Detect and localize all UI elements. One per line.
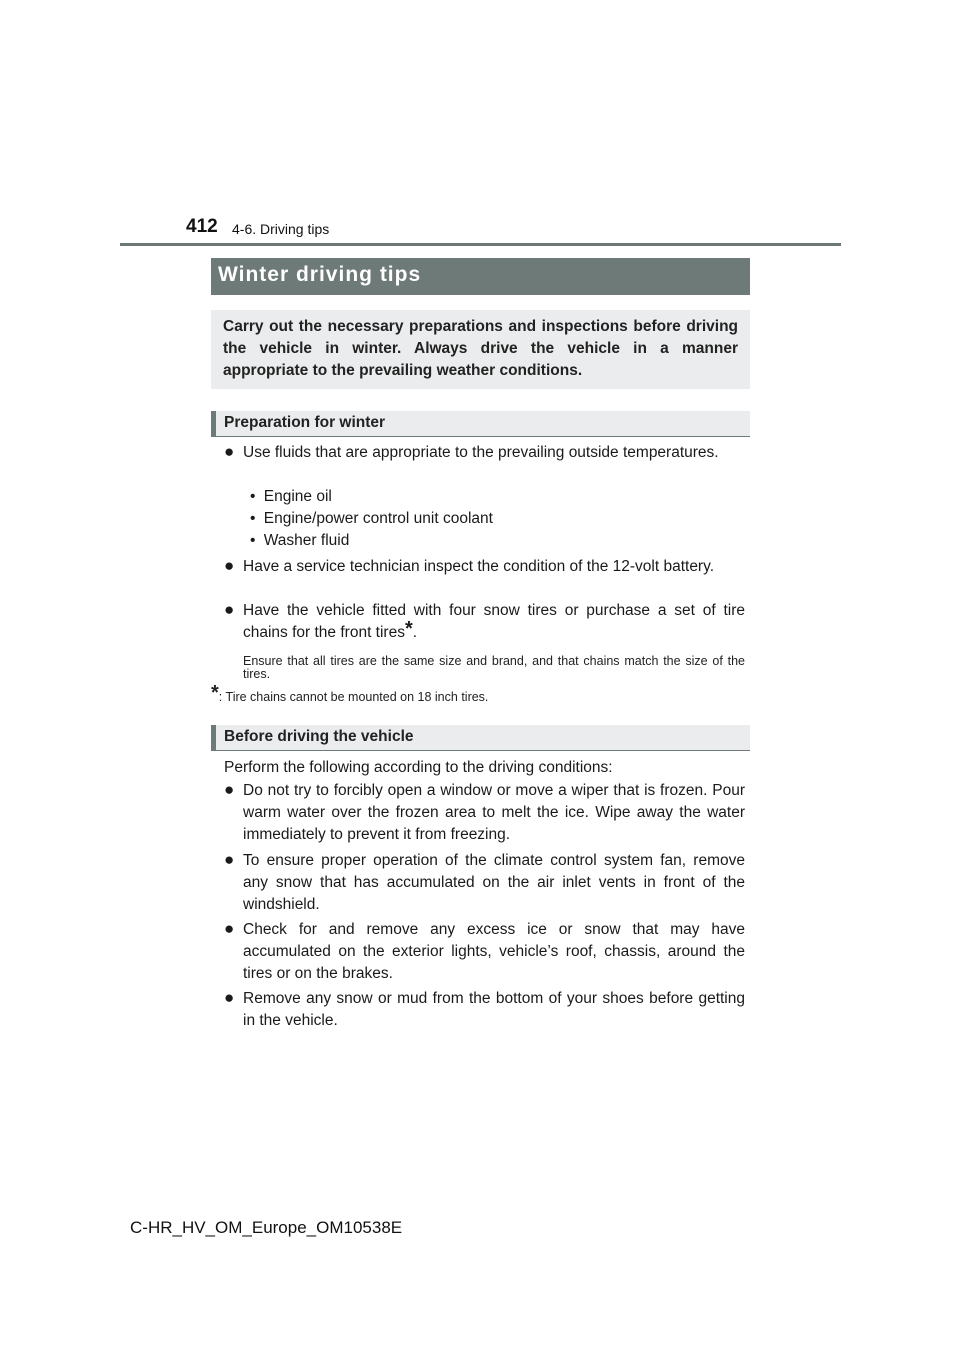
bullet-icon: ● xyxy=(224,850,235,869)
intro-box: Carry out the necessary preparations and inspections before driving the vehicle in winter. Always drive the vehicle in a manner appropriate to the prevailing weather conditions. xyxy=(211,310,750,389)
header-rule xyxy=(120,243,841,246)
list-item: Have a service technician inspect the condition of the 12-volt battery. xyxy=(243,558,715,575)
bullet-icon: ● xyxy=(224,780,235,799)
lead-text: Perform the following according to the driving conditions: xyxy=(224,759,613,776)
footnote-mark: * xyxy=(404,618,413,640)
list-item: Check for and remove any excess ice or snow that may have accumulated on the exterior lights, vehicle’s roof, chassis, around the tires or on the brakes. xyxy=(243,921,745,982)
list-item-text: Have the vehicle fitted with four snow tires or purchase a set of tire chains for the front tires xyxy=(243,602,745,641)
section-heading-preparation: Preparation for winter xyxy=(211,411,750,437)
bullet-icon: ● xyxy=(224,988,235,1007)
bullet-icon: ● xyxy=(224,600,235,619)
sub-list-item xyxy=(250,530,349,552)
section-heading-before-driving: Before driving the vehicle xyxy=(211,725,750,751)
document-code: C-HR_HV_OM_Europe_OM10538E xyxy=(130,1218,403,1237)
sub-bullet: • xyxy=(250,532,256,549)
page-number: 412 xyxy=(186,216,218,237)
running-header: 4-6. Driving tips xyxy=(232,221,330,237)
list-item: Remove any snow or mud from the bottom of your shoes before getting in the vehicle. xyxy=(243,990,745,1029)
bullet-icon: ● xyxy=(224,919,235,938)
list-item: Use fluids that are appropriate to the prevailing outside temperatures. xyxy=(243,444,719,461)
footnote-text: : Tire chains cannot be mounted on 18 inch tires. xyxy=(218,690,489,704)
sub-bullet: • xyxy=(250,488,256,505)
footnote xyxy=(211,682,489,704)
page-title: Winter driving tips xyxy=(211,258,750,295)
list-item: To ensure proper operation of the climate control system fan, remove any snow that has accumulated on the air inlet vents in front of the windshield. xyxy=(243,852,745,913)
sub-bullet: • xyxy=(250,510,256,527)
list-item: Do not try to forcibly open a window or move a wiper that is frozen. Pour warm water over the frozen area to melt the ice. Wipe away the water immediately to prevent it from freezing. xyxy=(243,782,745,843)
sub-item-text: Engine oil xyxy=(263,488,332,505)
footnote-mark: * xyxy=(211,682,219,704)
sub-list-item xyxy=(250,508,493,530)
list-item xyxy=(243,600,745,644)
bullet-icon: ● xyxy=(224,556,235,575)
sub-item-text: Engine/power control unit coolant xyxy=(263,510,493,527)
sub-list-item xyxy=(250,486,332,508)
note-text: Ensure that all tires are the same size and brand, and that chains match the size of the tires. xyxy=(243,654,745,681)
sub-item-text: Washer fluid xyxy=(263,532,350,549)
item-end: . xyxy=(412,624,418,641)
bullet-icon: ● xyxy=(224,442,235,461)
